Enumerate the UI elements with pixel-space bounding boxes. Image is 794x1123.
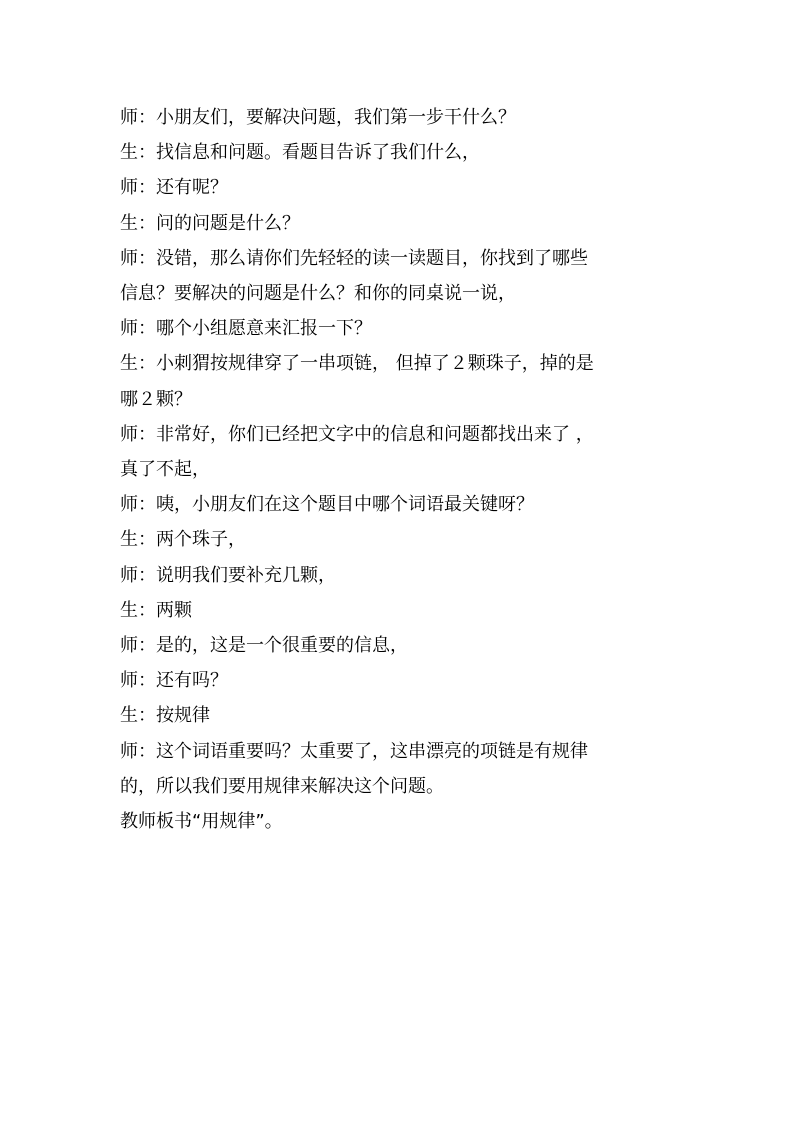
text-line: 师：非常好，你们已经把文字中的信息和问题都找出来了 ， bbox=[120, 423, 594, 445]
text-line: 生：两颗 bbox=[120, 599, 192, 621]
text-line: 真了不起， bbox=[120, 459, 210, 481]
text-line: 生：找信息和问题。看题目告诉了我们什么， bbox=[120, 142, 480, 164]
text-line: 哪２颗？ bbox=[120, 388, 192, 410]
paragraph-12 bbox=[120, 593, 680, 628]
paragraph-2 bbox=[120, 135, 680, 170]
paragraph-1 bbox=[120, 100, 680, 135]
text-line: 师：哪个小组愿意来汇报一下？ bbox=[120, 318, 372, 340]
text-line: 师：咦，小朋友们在这个题目中哪个词语最关键呀？ bbox=[120, 494, 534, 516]
paragraph-5 bbox=[120, 241, 680, 311]
text-line: 生：问的问题是什么？ bbox=[120, 212, 300, 234]
paragraph-4 bbox=[120, 206, 680, 241]
paragraph-16 bbox=[120, 734, 680, 804]
text-line: 师：是的，这是一个很重要的信息， bbox=[120, 635, 408, 657]
paragraph-7 bbox=[120, 346, 680, 416]
text-line: 生：按规律 bbox=[120, 705, 210, 727]
text-line: 师：小朋友们，要解决问题，我们第一步干什么？ bbox=[120, 107, 516, 128]
paragraph-8 bbox=[120, 417, 680, 487]
text-line: 师：这个词语重要吗？太重要了，这串漂亮的项链是有规律 bbox=[120, 740, 588, 762]
text-line: 师：说明我们要补充几颗， bbox=[120, 564, 336, 586]
text-line: 师：没错，那么请你们先轻轻的读一读题目，你找到了哪些 bbox=[120, 247, 588, 269]
text-line: 的，所以我们要用规律来解决这个问题。 bbox=[120, 775, 444, 797]
document-body bbox=[120, 100, 680, 839]
paragraph-3 bbox=[120, 170, 680, 205]
text-line: 师：还有吗？ bbox=[120, 670, 228, 692]
paragraph-6 bbox=[120, 311, 680, 346]
text-line: 生：两个珠子， bbox=[120, 529, 246, 551]
paragraph-13 bbox=[120, 628, 680, 663]
text-line: 教师板书“用规律”。 bbox=[120, 811, 283, 833]
text-line: 师：还有呢？ bbox=[120, 177, 228, 199]
paragraph-11 bbox=[120, 558, 680, 593]
paragraph-9 bbox=[120, 487, 680, 522]
text-line: 信息？要解决的问题是什么？和你的同桌说一说， bbox=[120, 283, 516, 305]
text-line: 生：小刺猬按规律穿了一串项链， 但掉了２颗珠子，掉的是 bbox=[120, 353, 594, 375]
paragraph-14 bbox=[120, 663, 680, 698]
paragraph-10 bbox=[120, 522, 680, 557]
paragraph-15 bbox=[120, 698, 680, 733]
paragraph-17 bbox=[120, 804, 680, 839]
